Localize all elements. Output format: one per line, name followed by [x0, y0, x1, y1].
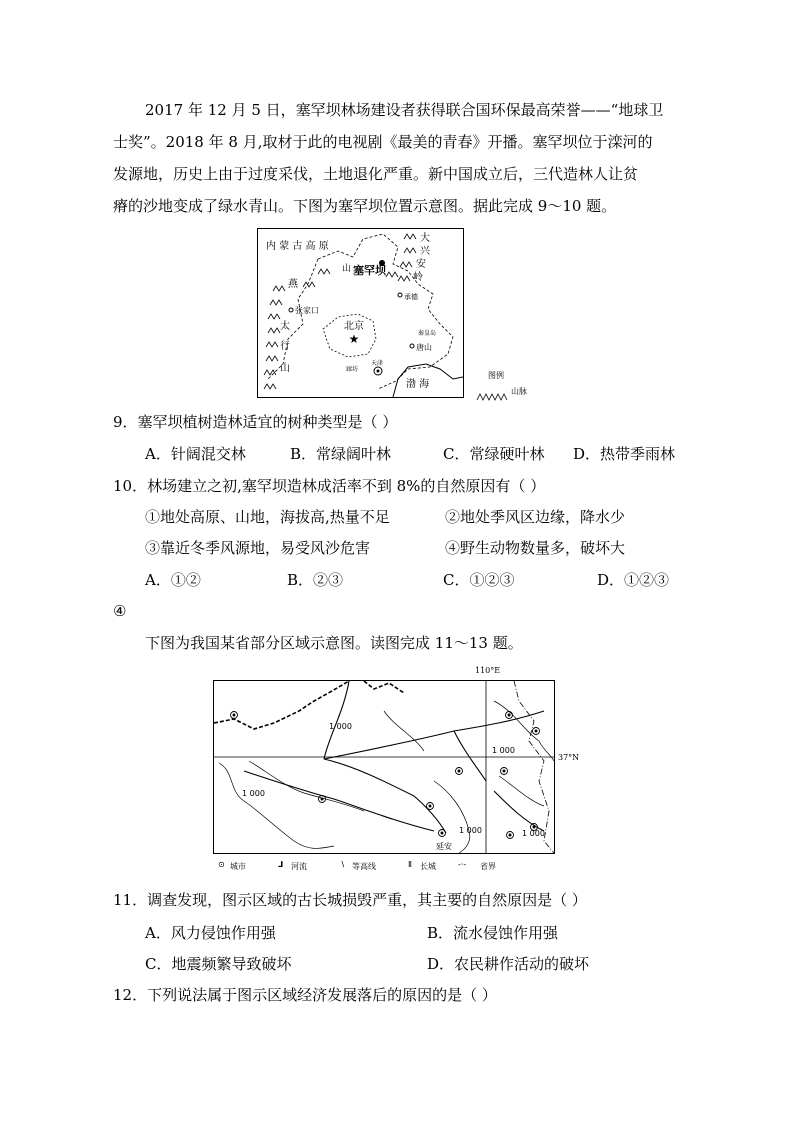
qinhuangdao-label: 秦皇岛	[418, 330, 437, 337]
q9-option-a: A．针阔混交林	[145, 445, 246, 463]
legend-wall-label: 长城	[420, 862, 436, 871]
tianjin-marker-dot	[377, 370, 380, 373]
q10-option-a: A．①②	[145, 571, 201, 589]
chengde-marker	[398, 293, 402, 297]
passage2-text: 下图为我国某省部分区域示意图。读图完成 11～13 题。	[145, 634, 523, 652]
map1-legend-title: 图例	[488, 371, 504, 380]
legend-mountain-icon	[476, 391, 536, 401]
saihanba-location-map	[257, 228, 464, 398]
province-border-line	[318, 234, 453, 389]
saihanba-map-drawing	[258, 229, 463, 397]
passage1-line4: 瘠的沙地变成了绿水青山。下图为塞罕坝位置示意图。据此完成 9～10 题。	[113, 197, 617, 215]
bohai-label: 渤 海	[406, 379, 430, 390]
beijing-star-icon: ★	[348, 332, 360, 346]
passage1-line1: 2017 年 12 月 5 日，塞罕坝林场建设者获得联合国环保最高荣誉——“地球卫	[145, 101, 664, 119]
q11-option-a: A．风力侵蚀作用强	[145, 924, 276, 942]
q11-option-d: D．农民耕作活动的破坏	[427, 955, 590, 973]
map1-legend-mountain	[476, 386, 536, 405]
mountain-prefix-label: 山	[342, 264, 352, 274]
plateau-label: 内 蒙 古 高 原	[266, 241, 329, 252]
q10-statement-4: ④野生动物数量多，破坏大	[445, 539, 626, 557]
q11-option-c: C．地震频繁导致破坏	[145, 955, 292, 973]
tangshan-marker	[410, 344, 414, 348]
q9-stem: 9．塞罕坝植树造林适宜的树种类型是（ ）	[113, 413, 398, 431]
legend-border-label: 省界	[480, 862, 496, 871]
chengde-label: 承德	[404, 293, 418, 301]
q9-option-d: D．热带季雨林	[573, 445, 676, 463]
legend-river-label: 河流	[291, 862, 307, 871]
legend-contour-icon: ∖	[340, 860, 346, 869]
yanan-label: 延安	[436, 842, 452, 851]
q10-stem: 10．林场建立之初,塞罕坝造林成活率不到 8%的自然原因有（ ）	[113, 477, 546, 495]
q10-statement-2: ②地处季风区边缘，降水少	[445, 508, 626, 526]
langfang-label: 廊坊	[346, 366, 359, 373]
passage1-line2: 士奖”。2018 年 8 月,取材于此的电视剧《最美的青春》开播。塞罕坝位于滦河的	[113, 133, 653, 151]
map1-legend-mountain-label: 山脉	[511, 387, 527, 396]
q10-statement-1: ①地处高原、山地，海拔高,热量不足	[145, 508, 390, 526]
passage1-line3: 发源地，历史上由于过度采伐，土地退化严重。新中国成立后，三代造林人让贫	[113, 165, 639, 183]
q11-option-b: B．流水侵蚀作用强	[427, 924, 559, 942]
q10-option-d: D．①②③	[597, 571, 670, 589]
legend-border-icon: -·-	[458, 860, 467, 869]
beijing-label: 北京	[344, 321, 364, 332]
city-markers	[231, 712, 540, 839]
legend-contour-label: 等高线	[352, 862, 376, 871]
mountain-range-daxinganling	[386, 234, 416, 281]
taihang-char-3: 行	[280, 341, 290, 352]
map2-legend	[218, 860, 548, 874]
zhangjiakou-label: 张家口	[295, 306, 319, 315]
q10-option-c: C．①②③	[443, 571, 515, 589]
daxinganling-char-1: 大	[420, 233, 430, 244]
legend-city-icon: ⊙	[218, 860, 225, 869]
q9-option-c: C．常绿硬叶林	[443, 445, 545, 463]
q11-stem: 11．调查发现，图示区域的古长城损毁严重，其主要的自然原因是（ ）	[113, 891, 587, 909]
province-border-line-west	[268, 259, 318, 379]
tianjin-label: 天津	[371, 360, 384, 367]
daxinganling-char-3: 安	[416, 259, 426, 270]
contour-label-5: 1 000	[522, 829, 545, 838]
contour-lines	[219, 701, 554, 853]
q12-stem: 12．下列说法属于图示区域经济发展落后的原因的是（ ）	[113, 986, 497, 1004]
tangshan-label: 唐山	[416, 343, 432, 352]
taihang-char-2: 太	[280, 321, 290, 332]
map2-latitude-label: 37°N	[558, 753, 580, 762]
province-map-drawing	[214, 681, 554, 853]
legend-river-icon: ⅃	[278, 860, 284, 869]
taihang-char-1: 燕	[288, 279, 298, 290]
q10-statement-3: ③靠近冬季风源地，易受风沙危害	[145, 539, 371, 557]
daxinganling-char-2: 兴	[420, 246, 430, 257]
q10-option-d-wrap: ④	[113, 602, 127, 620]
saihanba-label: 塞罕坝	[353, 264, 386, 277]
legend-city-label: 城市	[230, 862, 246, 871]
great-wall-line-east	[364, 681, 404, 693]
zhangjiakou-marker	[289, 308, 293, 312]
contour-label-4: 1 000	[459, 826, 482, 835]
contour-label-3: 1 000	[242, 789, 265, 798]
contour-label-2: 1 000	[492, 746, 515, 755]
q9-option-b: B．常绿阔叶林	[290, 445, 392, 463]
daxinganling-char-4: 岭	[413, 272, 423, 283]
legend-wall-icon: Ⅱ	[408, 860, 412, 869]
map2-longitude-label: 110°E	[475, 666, 501, 675]
taihang-char-4: 山	[280, 363, 290, 374]
contour-label-1: 1 000	[329, 722, 352, 731]
province-region-map	[213, 680, 555, 854]
q10-option-b: B．②③	[287, 571, 344, 589]
